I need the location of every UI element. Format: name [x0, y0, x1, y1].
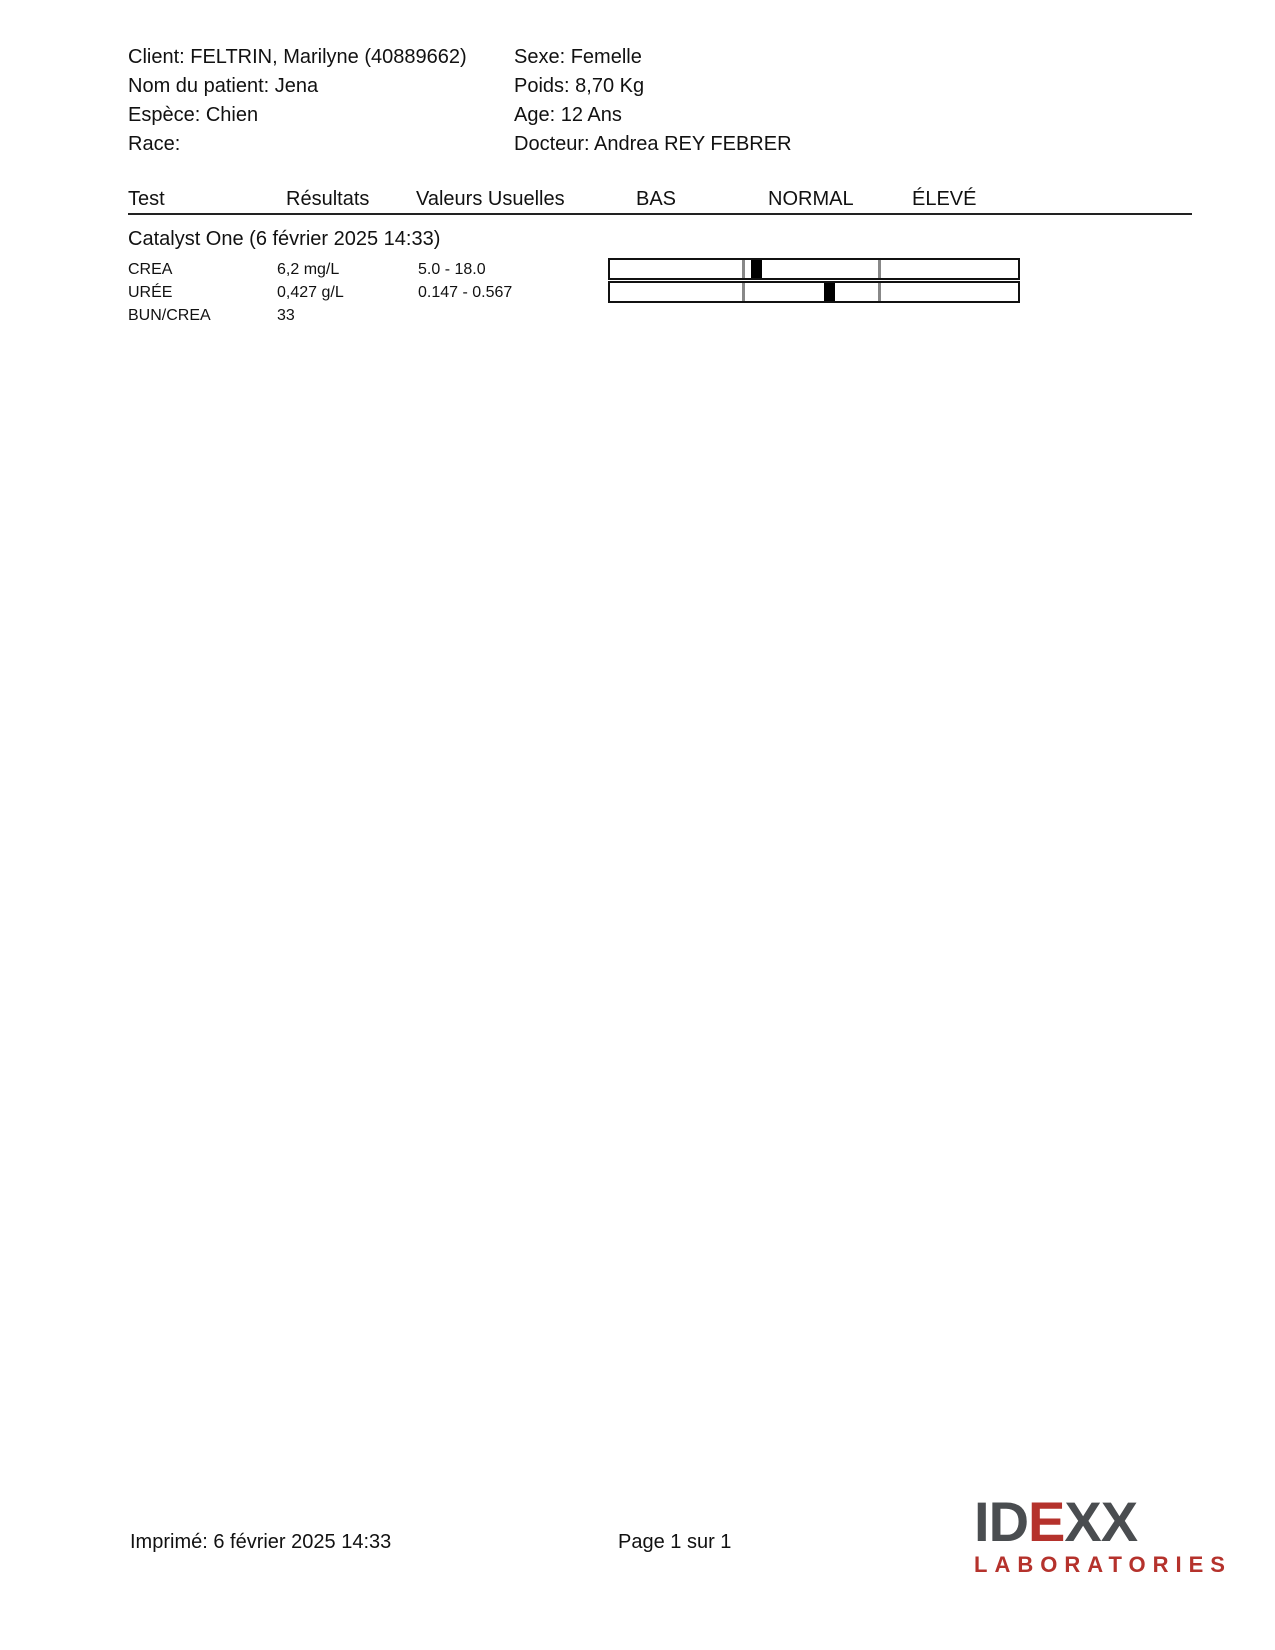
age: Age: 12 Ans [514, 104, 622, 126]
weight: Poids: 8,70 Kg [514, 75, 645, 97]
normal-high-divider [878, 283, 881, 301]
col-high: ÉLEVÉ [912, 188, 977, 210]
species: Espèce: Chien [128, 104, 259, 126]
section-title: Catalyst One (6 février 2025 14:33) [128, 228, 441, 250]
laboratories-text: LABORATORIES [974, 1552, 1232, 1577]
col-results: Résultats [286, 188, 370, 210]
idexx-wordmark: IDEXX [974, 1490, 1138, 1553]
row-range-crea: 5.0 - 18.0 [418, 261, 486, 278]
header-rule [128, 213, 1192, 215]
col-test: Test [128, 188, 165, 210]
range-bar-uree [608, 281, 1020, 303]
row-test-bun-crea: BUN/CREA [128, 307, 211, 324]
col-low: BAS [636, 188, 677, 210]
normal-high-divider [878, 260, 881, 278]
doctor: Docteur: Andrea REY FEBRER [514, 133, 792, 155]
range-bar-crea [608, 258, 1020, 280]
client-info: Client: FELTRIN, Marilyne (40889662) [128, 46, 467, 68]
result-marker-uree [824, 283, 835, 301]
col-usual-values: Valeurs Usuelles [416, 188, 565, 210]
printed-date: Imprimé: 6 février 2025 14:33 [130, 1531, 392, 1553]
result-marker-crea [751, 260, 762, 278]
row-range-uree: 0.147 - 0.567 [418, 284, 513, 301]
row-test-uree: URÉE [128, 284, 173, 301]
row-result-bun-crea: 33 [277, 307, 295, 324]
low-normal-divider [742, 260, 745, 278]
row-test-crea: CREA [128, 261, 173, 278]
sex: Sexe: Femelle [514, 46, 642, 68]
patient-name: Nom du patient: Jena [128, 75, 319, 97]
row-result-uree: 0,427 g/L [277, 284, 344, 301]
breed: Race: [128, 133, 181, 155]
page-number: Page 1 sur 1 [618, 1531, 732, 1553]
row-result-crea: 6,2 mg/L [277, 261, 340, 278]
col-normal: NORMAL [768, 188, 854, 210]
idexx-logo [974, 1490, 1232, 1578]
low-normal-divider [742, 283, 745, 301]
